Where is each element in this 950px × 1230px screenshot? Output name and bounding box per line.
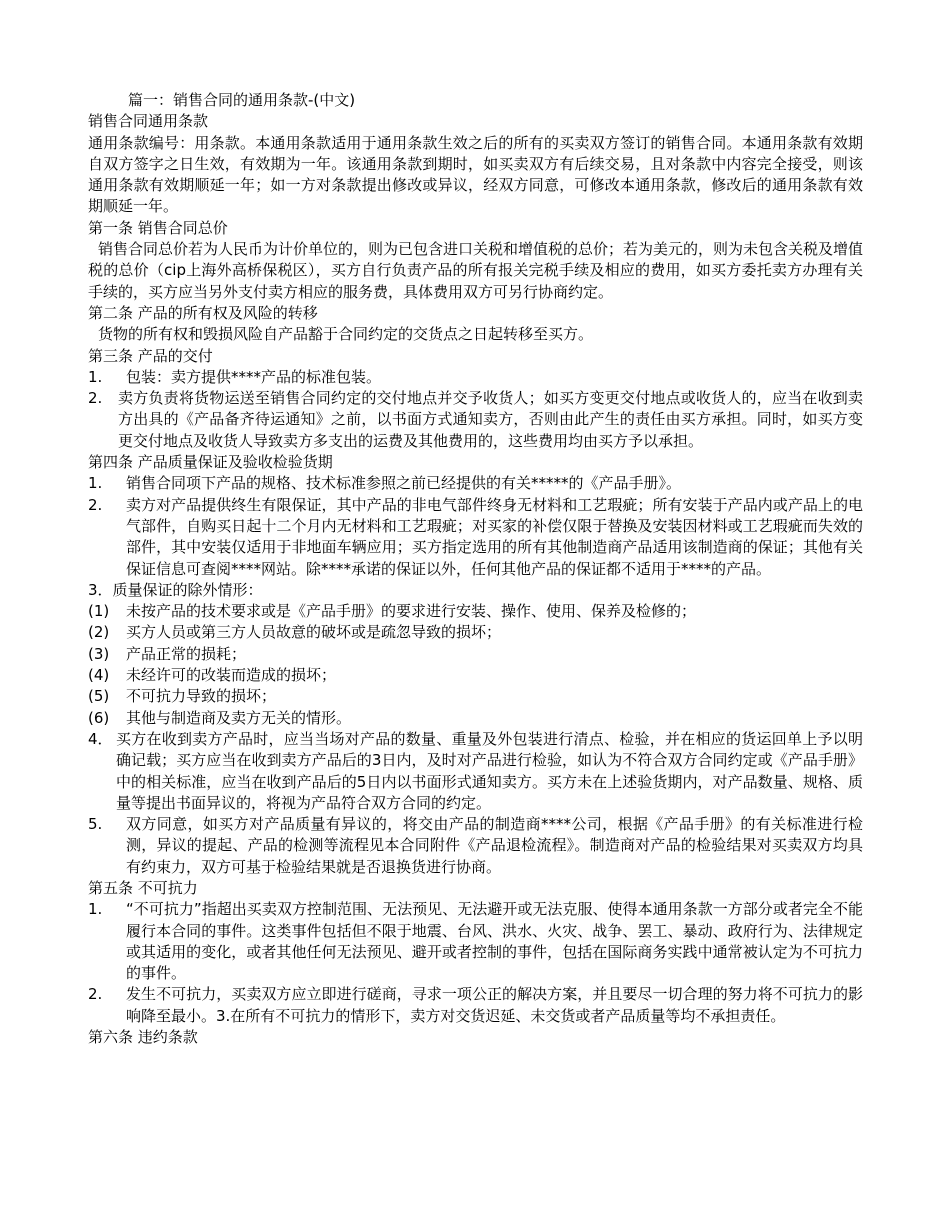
list-text: 未经许可的改装而造成的损坏；	[126, 666, 337, 685]
article-4-item-4	[88, 729, 863, 814]
article-4-item-1	[88, 473, 863, 494]
article-6-heading: 第六条 违约条款	[88, 1028, 198, 1047]
list-marker: (2)	[88, 623, 110, 642]
article-5-item-2	[88, 984, 863, 1027]
list-text: 包装：卖方提供****产品的标准包装。	[126, 367, 382, 386]
list-marker: 5.	[88, 815, 103, 834]
article-3-item-2	[88, 388, 863, 452]
article-4-item-3: 3．质量保证的除外情形：	[88, 580, 263, 599]
article-5-heading: 第五条 不可抗力	[88, 878, 198, 897]
list-text: 不可抗力导致的损坏；	[126, 687, 277, 706]
article-2-body: 货物的所有权和毁损风险自产品豁于合同约定的交货点之日起转移至买方。	[98, 325, 594, 344]
list-marker: 2.	[88, 985, 103, 1004]
article-3-item-1	[88, 367, 863, 388]
list-text: 卖方对产品提供终生有限保证，其中产品的非电气部件终身无材料和工艺瑕疵；所有安装于产品内或产品上的电气部件，自购买日起十二个月内无材料和工艺瑕疵；对买家的补偿仅限于替换及安装因材料或工艺瑕疵而失效的部件，其中安装仅适用于非地面车辆应用；买方指定选用的所有其他制造商产品适用该制造商的保证；其他有关保证信息可查阅****网站。除****承诺的保证以外，任何其他产品的保证都不适用于****的产品。	[126, 495, 863, 578]
list-text: 销售合同项下产品的规格、技术标准参照之前已经提供的有关*****的《产品手册》。	[126, 474, 682, 493]
exception-item	[88, 686, 863, 707]
list-marker: 1.	[88, 900, 103, 919]
list-text: 其他与制造商及卖方无关的情形。	[126, 708, 352, 727]
list-text: 双方同意，如买方对产品质量有异议的，将交由产品的制造商****公司，根据《产品手册》的有关标准进行检测，异议的提起、产品的检测等流程见本合同附件《产品退检流程》。制造商对产品的检验结果对买卖双方均具有约束力，双方可基于检验结果就是否退换货进行协商。	[126, 815, 863, 876]
list-text: 发生不可抗力，买卖双方应立即进行磋商，寻求一项公正的解决方案，并且要尽一切合理的努力将不可抗力的影响降至最小。3.在所有不可抗力的情形下，卖方对交货迟延、未交货或者产品质量等均不承担责任。	[126, 985, 863, 1025]
article-5-item-1	[88, 899, 863, 984]
article-2-heading: 第二条 产品的所有权及风险的转移	[88, 303, 318, 322]
article-4-item-5	[88, 814, 863, 878]
list-marker: (1)	[88, 602, 110, 621]
exception-item	[88, 601, 863, 622]
list-text: “不可抗力”指超出买卖双方控制范围、无法预见、无法避开或无法克服、使得本通用条款一方部分或者完全不能履行本合同的事件。这类事件包括但不限于地震、台风、洪水、火灾、战争、罢工、暴动、政府行为、法律规定或其适用的变化，或者其他任何无法预见、避开或者控制的事件，包括在国际商务实践中通常被认定为不可抗力的事件。	[126, 900, 863, 983]
list-marker: 1.	[88, 367, 103, 386]
article-1-body: 销售合同总价若为人民币为计价单位的，则为已包含进口关税和增值税的总价；若为美元的，则为未包含关税及增值税的总价（cip上海外高桥保税区），买方自行负责产品的所有报关完税手续及相应的费用，如买方委托卖方办理有关手续的，买方应当另外支付卖方相应的服务费，具体费用双方可另行协商约定。	[88, 240, 864, 301]
list-text: 买方人员或第三方人员故意的破坏或是疏忽导致的损坏；	[126, 623, 502, 642]
document-subtitle: 销售合同通用条款	[88, 112, 209, 131]
exception-item	[88, 708, 863, 729]
intro-paragraph: 通用条款编号：用条款。本通用条款适用于通用条款生效之后的所有的买卖双方签订的销售合同。本通用条款有效期自双方签字之日生效，有效期为一年。该通用条款到期时，如买卖双方有后续交易，且对条款中内容完全接受，则该通用条款有效期顺延一年；如一方对条款提出修改或异议，经双方同意，可修改本通用条款，修改后的通用条款有效期顺延一年。	[88, 133, 863, 216]
article-1-heading: 第一条 销售合同总价	[88, 218, 228, 237]
article-4-heading: 第四条 产品质量保证及验收检验货期	[88, 453, 333, 472]
list-marker: 2.	[88, 495, 103, 514]
list-text: 未按产品的技术要求或是《产品手册》的要求进行安装、操作、使用、保养及检修的；	[126, 602, 697, 621]
list-text: 卖方负责将货物运送至销售合同约定的交付地点并交予收货人；如买方变更交付地点或收货人的，应当在收到卖方出具的《产品备齐待运通知》之前，以书面方式通知卖方，否则由此产生的责任由买方承担。同时，如买方变更交付地点及收货人导致卖方多支出的运费及其他费用的，这些费用均由买方予以承担。	[118, 389, 863, 450]
document-page	[88, 90, 863, 1048]
exception-item	[88, 644, 863, 665]
list-marker: (5)	[88, 687, 110, 706]
article-3-heading: 第三条 产品的交付	[88, 346, 213, 365]
list-marker: (4)	[88, 666, 110, 685]
list-text: 买方在收到卖方产品时，应当当场对产品的数量、重量及外包装进行清点、检验，并在相应的货运回单上予以明确记载；买方应当在收到卖方产品后的3日内，及时对产品进行检验，如认为不符合双方合同约定或《产品手册》中的相关标准，应当在收到产品后的5日内以书面形式通知卖方。买方未在上述验货期内，对产品数量、规格、质量等提出书面异议的，将视为产品符合双方合同的约定。	[116, 729, 863, 812]
article-4-item-2	[88, 495, 863, 580]
list-marker: 2.	[88, 389, 103, 408]
list-text: 产品正常的损耗；	[126, 644, 247, 663]
list-marker: 4．	[88, 729, 113, 748]
exception-item	[88, 665, 863, 686]
exception-item	[88, 622, 863, 643]
document-title: 篇一：销售合同的通用条款-(中文)	[128, 91, 356, 109]
list-marker: (3)	[88, 644, 110, 663]
list-marker: (6)	[88, 708, 110, 727]
list-marker: 1.	[88, 474, 103, 493]
